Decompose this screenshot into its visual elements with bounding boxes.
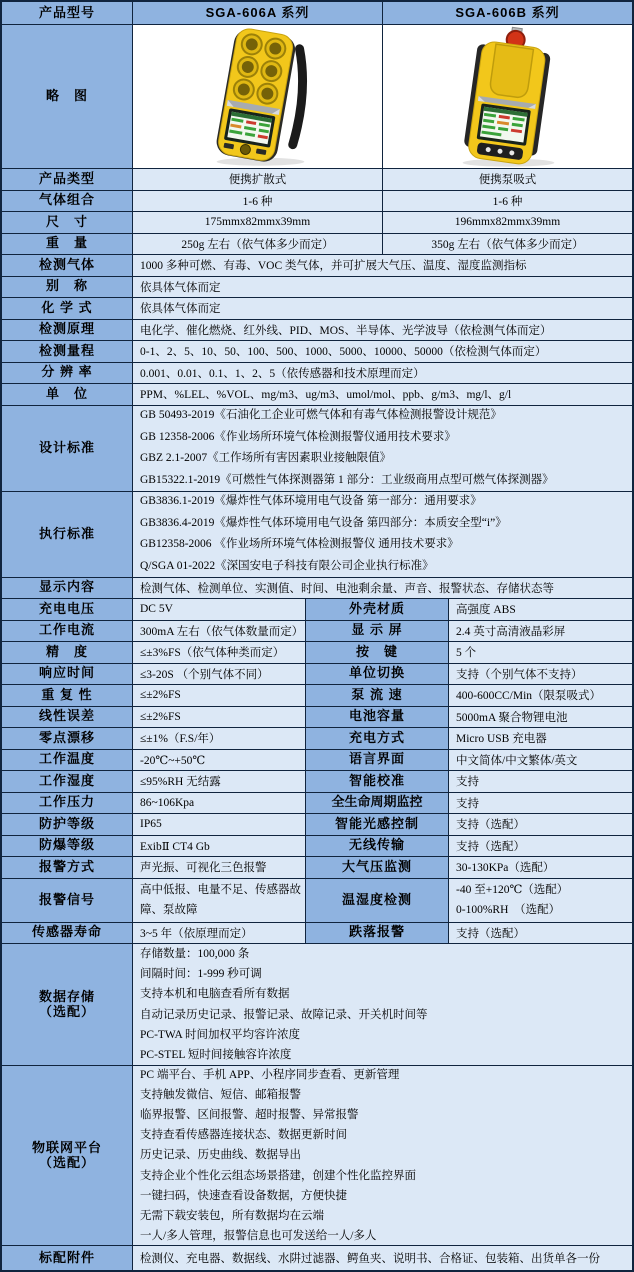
feature-line: 自动记录历史记录、报警记录、故障记录、开关机时间等 xyxy=(140,1008,428,1021)
spec-value: 300mA 左右（依气体数量而定） xyxy=(132,621,305,642)
row-label: 产品类型 xyxy=(2,169,132,190)
table-row-resolution xyxy=(2,362,632,384)
label-line: 数据存储 xyxy=(38,988,95,1004)
table-row-data-storage xyxy=(2,943,632,1065)
row-value xyxy=(132,1066,632,1245)
spec-row-sensor-life xyxy=(2,922,632,944)
standard-line: GB 50493-2019《石油化工企业可燃气体和有毒气体检测报警设计规范》 xyxy=(140,409,502,421)
row-label: 检测量程 xyxy=(2,341,132,362)
spec-label: 电池容量 xyxy=(305,707,448,728)
pump-panel xyxy=(489,44,533,99)
row-label: 气体组合 xyxy=(2,191,132,212)
standard-line: GB15322.1-2019《可燃性气体探测器第 1 部分：工业级商用点型可燃气体探测器》 xyxy=(140,473,554,486)
row-label: 别 称 xyxy=(2,277,132,298)
spec-label: 语言界面 xyxy=(305,750,448,771)
label-line: 物联网平台 xyxy=(31,1139,102,1155)
feature-line: 临界报警、区间报警、超时报警、异常报警 xyxy=(140,1109,359,1121)
row-label xyxy=(2,1066,132,1245)
spec-value: 5 个 xyxy=(448,642,632,663)
spec-label: 工作湿度 xyxy=(2,771,132,792)
standard-line: GBZ 2.1-2007《工作场所有害因素职业接触限值》 xyxy=(140,452,392,464)
spec-label: 传感器寿命 xyxy=(2,923,132,944)
spec-value: ≤±2%FS xyxy=(132,685,305,706)
device-606a-illustration xyxy=(133,26,382,168)
sketch-label: 略 图 xyxy=(2,25,132,168)
spec-label: 精 度 xyxy=(2,642,132,663)
spec-label: 报警方式 xyxy=(2,857,132,878)
row-value: 1000 多种可燃、有毒、VOC 类气体，并可扩展大气压、温度、湿度监测指标 xyxy=(132,255,632,276)
spec-label: 响应时间 xyxy=(2,664,132,685)
spec-row xyxy=(2,684,632,706)
spec-value: 86~106Kpa xyxy=(132,793,305,814)
feature-line: 支持企业个性化云组态场景搭建，创建个性化监控界面 xyxy=(140,1169,416,1182)
spec-label: 全生命周期监控 xyxy=(305,793,448,814)
spec-row xyxy=(2,641,632,663)
row-label: 尺 寸 xyxy=(2,212,132,233)
table-row-formula xyxy=(2,297,632,319)
spec-value: ≤±3%FS（依气体种类而定） xyxy=(132,642,305,663)
spec-value: ≤±1%（F.S/年） xyxy=(132,728,305,749)
row-label: 设计标准 xyxy=(2,406,132,491)
label-line: （选配） xyxy=(38,1154,95,1170)
spec-value: 中文简体/中文繁体/英文 xyxy=(448,750,632,771)
label-line: （选配） xyxy=(38,1003,95,1019)
spec-label: 泵 流 速 xyxy=(305,685,448,706)
header-model-a: SGA-606A 系列 xyxy=(132,2,382,24)
feature-line: 一人/多人管理，报警信息也可发送给一人/多人 xyxy=(140,1230,377,1243)
spec-label: 无线传输 xyxy=(305,836,448,857)
row-label: 显示内容 xyxy=(2,578,132,599)
spec-label: 跌落报警 xyxy=(305,923,448,944)
spec-label: 外壳材质 xyxy=(305,599,448,620)
spec-value: -20℃~+50℃ xyxy=(132,750,305,771)
standard-line: Q/SGA 01-2022《深国安电子科技有限公司企业执行标准》 xyxy=(140,559,434,572)
product-image-sga-606b xyxy=(382,25,632,168)
spec-label: 智能光感控制 xyxy=(305,814,448,835)
spec-value: 支持 xyxy=(448,771,632,792)
device-screen xyxy=(477,103,531,145)
value-a: 1-6 种 xyxy=(132,191,382,212)
feature-line: 存储数量：100,000 条 xyxy=(140,947,250,960)
value-b: 196mmx82mmx39mm xyxy=(382,212,632,233)
spec-label: 重 复 性 xyxy=(2,685,132,706)
spec-label: 充电方式 xyxy=(305,728,448,749)
feature-line: 历史记录、历史曲线、数据导出 xyxy=(140,1149,301,1162)
value-line: 0-100%RH （选配） xyxy=(456,904,561,916)
feature-line: PC 端平台、手机 APP、小程序同步查看、更新管理 xyxy=(140,1068,400,1081)
row-label: 重 量 xyxy=(2,234,132,255)
spec-label: 零点漂移 xyxy=(2,728,132,749)
table-row-weight xyxy=(2,233,632,255)
spec-label: 工作电流 xyxy=(2,621,132,642)
spec-value: 支持（选配） xyxy=(448,814,632,835)
value-a: 175mmx82mmx39mm xyxy=(132,212,382,233)
row-value: PPM、%LEL、%VOL、mg/m3、ug/m3、umol/mol、ppb、g/m3、mg/l、g/l xyxy=(132,384,632,405)
header-model-b: SGA-606B 系列 xyxy=(382,2,632,24)
value-line: -40 至+120℃（选配） xyxy=(456,883,569,896)
spec-row xyxy=(2,835,632,857)
spec-label: 单位切换 xyxy=(305,664,448,685)
spec-row xyxy=(2,620,632,642)
spec-value: 30-130KPa（选配） xyxy=(448,857,632,878)
spec-label: 工作压力 xyxy=(2,793,132,814)
spec-value: 支持 xyxy=(448,793,632,814)
spec-value: ExibⅡ CT4 Gb xyxy=(132,836,305,857)
row-label: 检测原理 xyxy=(2,320,132,341)
spec-row xyxy=(2,770,632,792)
table-row-unit xyxy=(2,383,632,405)
value-a: 250g 左右（依气体多少而定） xyxy=(132,234,382,255)
spec-value: 支持（选配） xyxy=(448,923,632,944)
row-value: 电化学、催化燃烧、红外线、PID、MOS、半导体、光学波导（依检测气体而定） xyxy=(132,320,632,341)
spec-label: 按 键 xyxy=(305,642,448,663)
sketch-row xyxy=(2,24,632,168)
row-label: 单 位 xyxy=(2,384,132,405)
row-value: 依具体气体而定 xyxy=(132,298,632,319)
table-row-gas-combo xyxy=(2,190,632,212)
header-row xyxy=(2,2,632,24)
table-row-exec-standard xyxy=(2,491,632,577)
feature-line: 支持本机和电脑查看所有数据 xyxy=(140,988,290,1001)
spec-label: 防护等级 xyxy=(2,814,132,835)
spec-label: 充电电压 xyxy=(2,599,132,620)
spec-label: 报警信号 xyxy=(2,879,132,922)
table-row-range xyxy=(2,340,632,362)
row-label xyxy=(2,944,132,1065)
spec-value: 2.4 英寸高清液晶彩屏 xyxy=(448,621,632,642)
spec-value: 高中低报、电量不足、传感器故障、泵故障 xyxy=(132,879,305,922)
table-row-alias xyxy=(2,276,632,298)
spec-row xyxy=(2,856,632,878)
spec-value: ≤95%RH 无结露 xyxy=(132,771,305,792)
standard-line: GB12358-2006 《作业场所环境气体检测报警仪 通用技术要求》 xyxy=(140,538,459,550)
feature-line: PC-TWA 时间加权平均容许浓度 xyxy=(140,1028,301,1041)
row-value xyxy=(132,944,632,1065)
feature-line: PC-STEL 短时间接触容许浓度 xyxy=(140,1048,292,1061)
standard-line: GB3836.4-2019《爆炸性气体环境用电气设备 第四部分：本质安全型“i”》 xyxy=(140,516,507,529)
row-value: 0-1、2、5、10、50、100、500、1000、5000、10000、50000（依检测气体而定） xyxy=(132,341,632,362)
row-label: 检测气体 xyxy=(2,255,132,276)
feature-line: 支持触发微信、短信、邮箱报警 xyxy=(140,1088,301,1101)
table-row-product-type xyxy=(2,168,632,190)
spec-value: IP65 xyxy=(132,814,305,835)
spec-value: DC 5V xyxy=(132,599,305,620)
product-image-sga-606a xyxy=(132,25,382,168)
spec-row xyxy=(2,706,632,728)
value-b: 1-6 种 xyxy=(382,191,632,212)
spec-row xyxy=(2,792,632,814)
spec-row xyxy=(2,598,632,620)
feature-line: 无需下载安装包，所有数据均在云端 xyxy=(140,1210,324,1223)
spec-label: 工作温度 xyxy=(2,750,132,771)
spec-value: Micro USB 充电器 xyxy=(448,728,632,749)
spec-label: 线性误差 xyxy=(2,707,132,728)
spec-value: 3~5 年（依原理而定） xyxy=(132,923,305,944)
spec-row xyxy=(2,813,632,835)
row-label: 标配附件 xyxy=(2,1246,132,1270)
table-row-display-content xyxy=(2,577,632,599)
value-a: 便携扩散式 xyxy=(132,169,382,190)
device-606b-illustration xyxy=(383,26,632,168)
table-row-iot-platform xyxy=(2,1065,632,1245)
spec-value: ≤±2%FS xyxy=(132,707,305,728)
spec-value: 5000mA 聚合物锂电池 xyxy=(448,707,632,728)
feature-line: 支持查看传感器连接状态、数据更新时间 xyxy=(140,1129,347,1142)
spec-label: 智能校准 xyxy=(305,771,448,792)
row-label: 化 学 式 xyxy=(2,298,132,319)
row-value xyxy=(132,492,632,577)
header-label: 产品型号 xyxy=(2,2,132,24)
row-value: 检测气体、检测单位、实测值、时间、电池剩余量、声音、报警状态、存储状态等 xyxy=(132,578,632,599)
spec-row xyxy=(2,727,632,749)
feature-line: 间隔时间：1-999 秒可调 xyxy=(140,968,262,981)
spec-label: 显 示 屏 xyxy=(305,621,448,642)
spec-value xyxy=(448,879,632,922)
feature-line: 一键扫码，快速查看设备数据，方便快捷 xyxy=(140,1189,347,1202)
spec-value: 支持（选配） xyxy=(448,836,632,857)
spec-row xyxy=(2,749,632,771)
row-value xyxy=(132,406,632,491)
spec-value: 高强度 ABS xyxy=(448,599,632,620)
table-row-accessories xyxy=(2,1245,632,1270)
spec-row xyxy=(2,663,632,685)
value-b: 便携泵吸式 xyxy=(382,169,632,190)
table-row-principle xyxy=(2,319,632,341)
row-label: 执行标准 xyxy=(2,492,132,577)
spec-label: 防爆等级 xyxy=(2,836,132,857)
row-label: 分 辨 率 xyxy=(2,363,132,384)
table-row-size xyxy=(2,211,632,233)
spec-value: ≤3-20S （个别气体不同） xyxy=(132,664,305,685)
row-value: 依具体气体而定 xyxy=(132,277,632,298)
row-value: 检测仪、充电器、数据线、水阱过滤器、鳄鱼夹、说明书、合格证、包装箱、出货单各一份 xyxy=(132,1246,632,1270)
standard-line: GB3836.1-2019《爆炸性气体环境用电气设备 第一部分：通用要求》 xyxy=(140,495,482,507)
spec-label: 大气压监测 xyxy=(305,857,448,878)
standard-line: GB 12358-2006《作业场所环境气体检测报警仪通用技术要求》 xyxy=(140,430,456,443)
spec-value: 声光振、可视化三色报警 xyxy=(132,857,305,878)
value-b: 350g 左右（依气体多少而定） xyxy=(382,234,632,255)
spec-value: 支持（个别气体不支持） xyxy=(448,664,632,685)
spec-label: 温湿度检测 xyxy=(305,879,448,922)
row-value: 0.001、0.01、0.1、1、2、5（依传感器和技术原理而定） xyxy=(132,363,632,384)
spec-row-alarm-signal xyxy=(2,878,632,922)
table-row-design-standard xyxy=(2,405,632,491)
table-row-detect-gas xyxy=(2,254,632,276)
spec-value: 400-600CC/Min（限泵吸式） xyxy=(448,685,632,706)
